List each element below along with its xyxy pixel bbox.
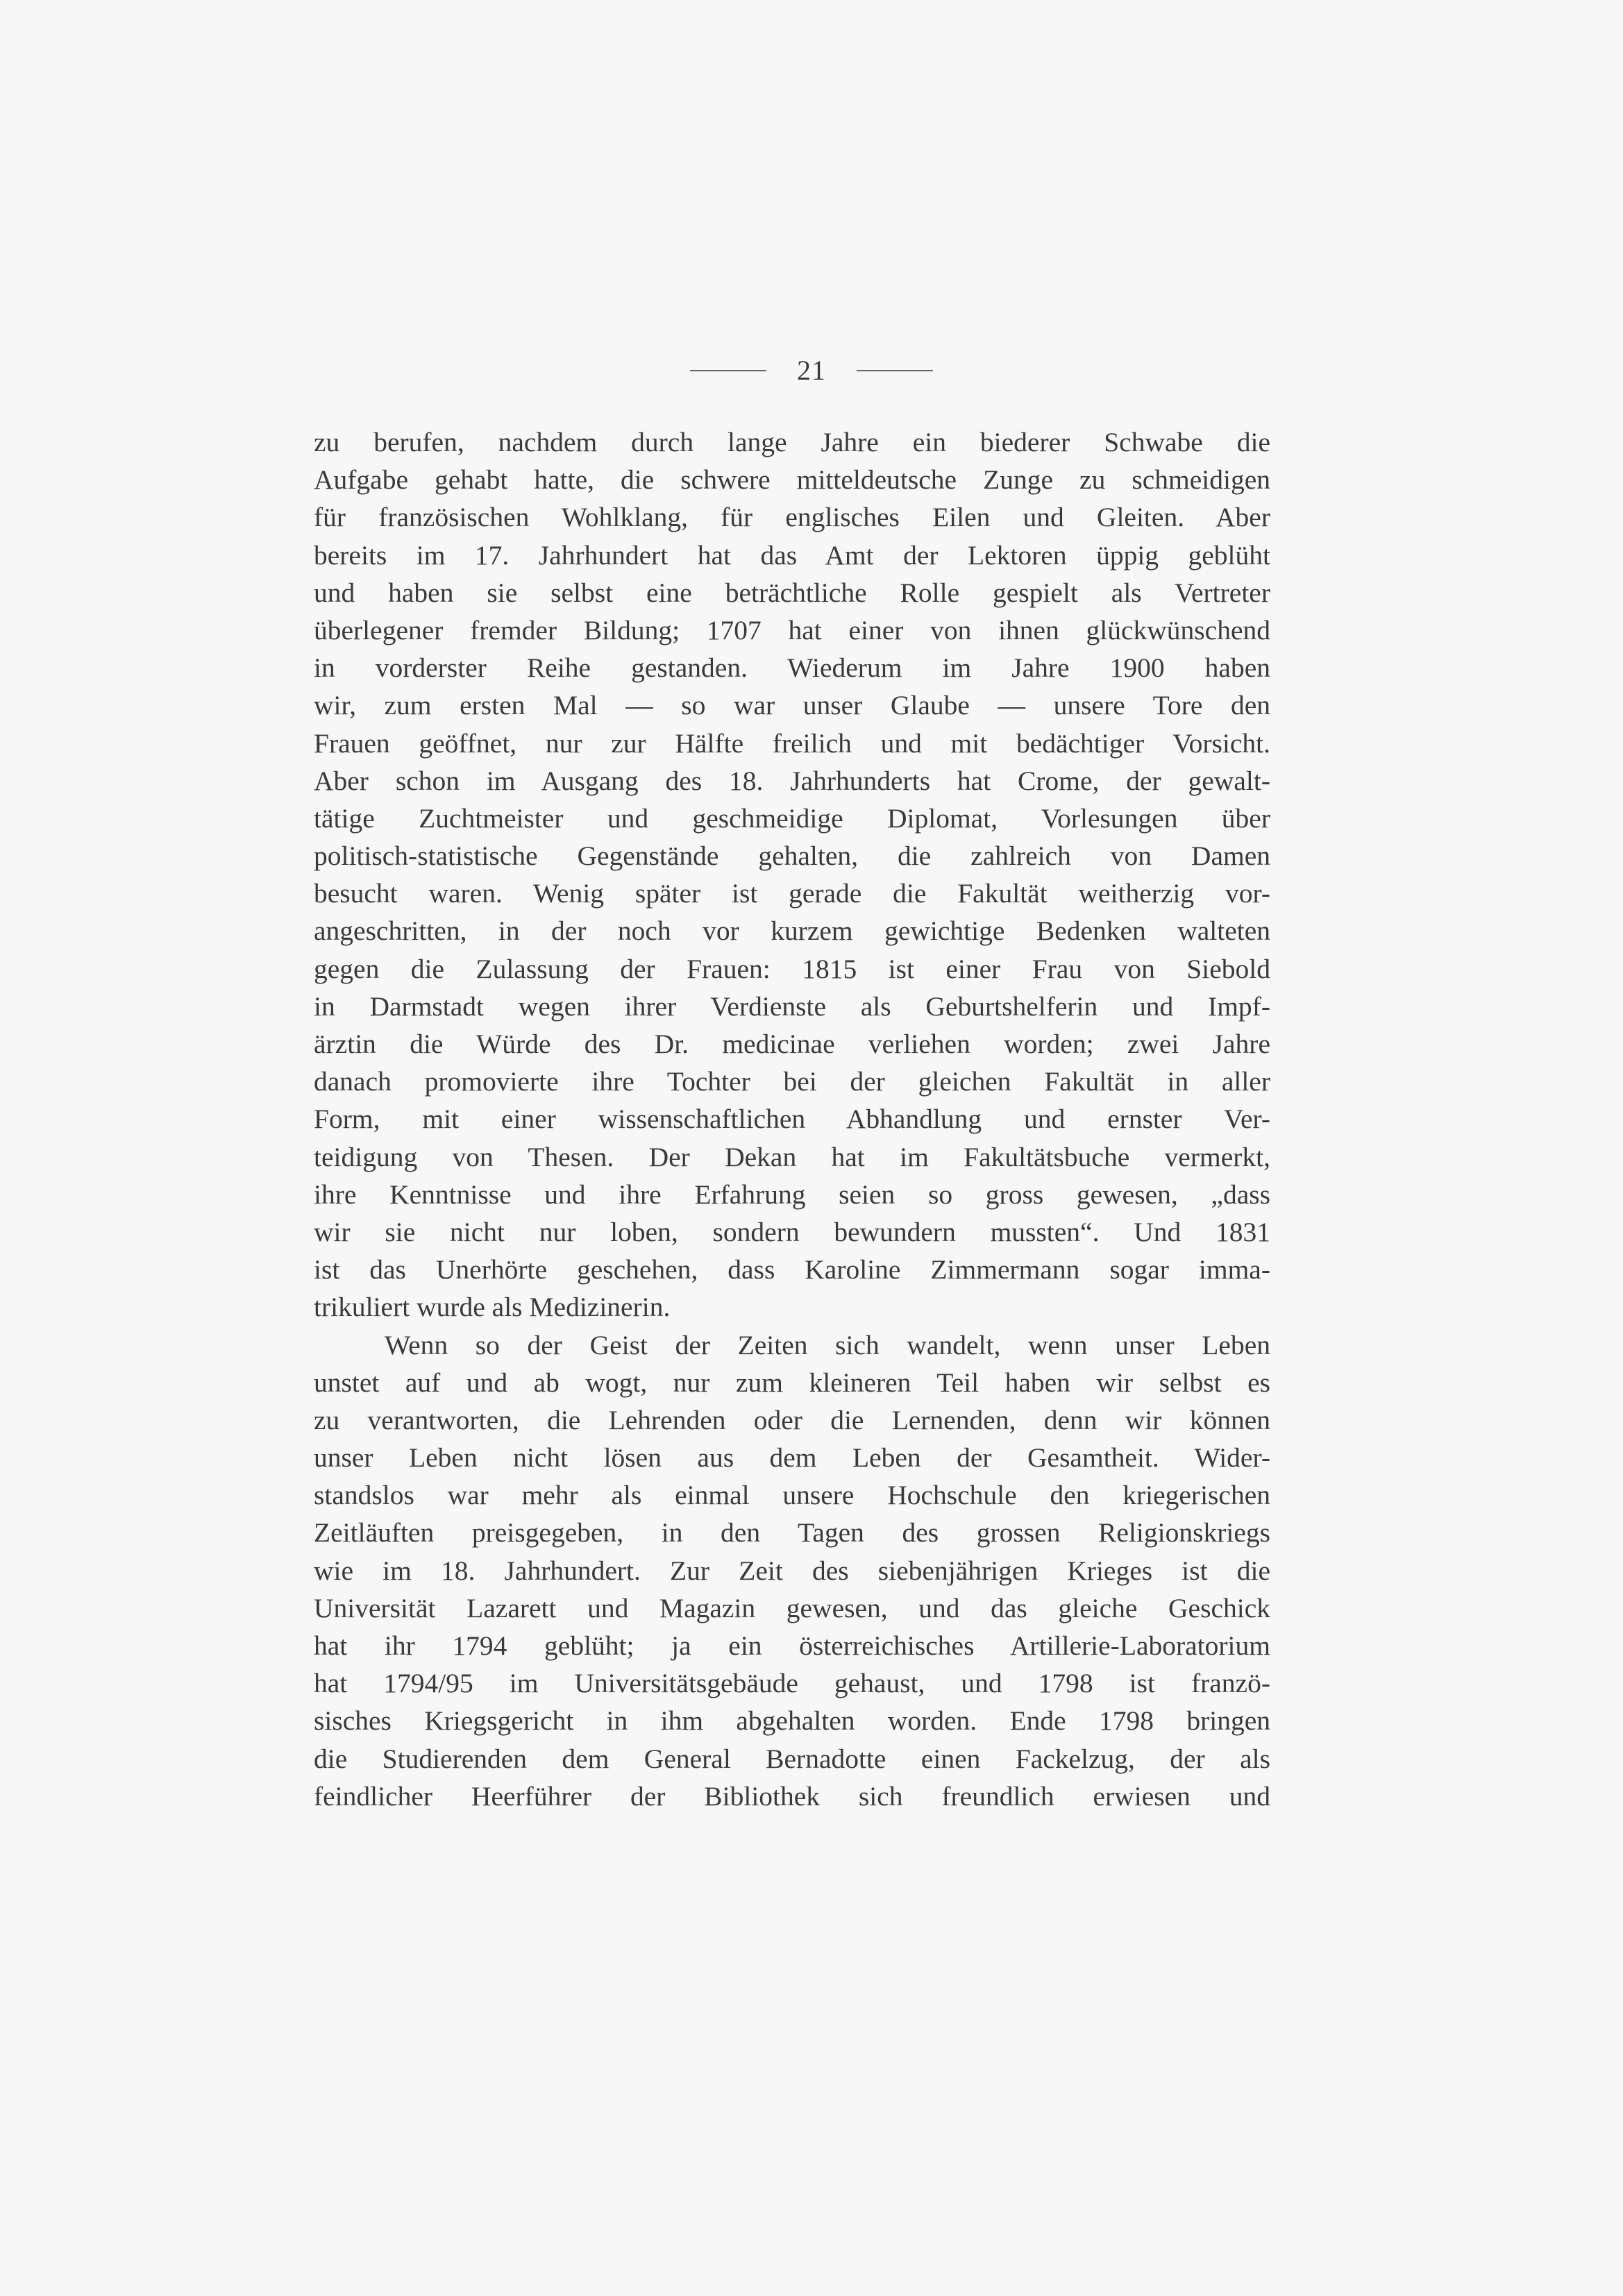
text-line: danach promovierte ihre Tochter bei der gleichen Fakultät in aller xyxy=(314,1066,1270,1097)
text-line: angeschritten, in der noch vor kurzem gewichtige Bedenken walteten xyxy=(314,915,1270,947)
text-line: in Darmstadt wegen ihrer Verdienste als Geburtshelferin und Impf- xyxy=(314,990,1270,1022)
text-line: Wenn so der Geist der Zeiten sich wandelt, wenn unser Leben xyxy=(385,1329,1270,1360)
header-dash-right xyxy=(857,370,933,371)
text-line: für französischen Wohlklang, für englisches Eilen und Gleiten. Aber xyxy=(314,502,1270,533)
text-line: teidigung von Thesen. Der Dekan hat im Fakultätsbuche vermerkt, xyxy=(314,1141,1270,1172)
text-line: in vorderster Reihe gestanden. Wiederum im Jahre 1900 haben xyxy=(314,652,1270,684)
text-line: besucht waren. Wenig später ist gerade die Fakultät weitherzig vor- xyxy=(314,878,1270,909)
text-line: Frauen geöffnet, nur zur Hälfte freilich und mit bedächtiger Vorsicht. xyxy=(314,727,1270,759)
text-line: hat 1794/95 im Universitätsgebäude gehaust, und 1798 ist franzö- xyxy=(314,1668,1270,1699)
text-line: gegen die Zulassung der Frauen: 1815 ist einer Frau von Siebold xyxy=(314,953,1270,984)
paragraph-2 xyxy=(314,1326,1270,1815)
text-line: ihre Kenntnisse und ihre Erfahrung seien so gross gewesen, „dass xyxy=(314,1179,1270,1210)
text-line: unser Leben nicht lösen aus dem Leben der Gesamtheit. Wider- xyxy=(314,1442,1270,1474)
page-number: 21 xyxy=(797,355,826,386)
text-line: feindlicher Heerführer der Bibliothek sich freundlich erwiesen und xyxy=(314,1780,1270,1812)
text-line: wir sie nicht nur loben, sondern bewundern mussten“. Und 1831 xyxy=(314,1216,1270,1247)
text-line: ärztin die Würde des Dr. medicinae verliehen worden; zwei Jahre xyxy=(314,1029,1270,1059)
text-line: zu berufen, nachdem durch lange Jahre ein biederer Schwabe die xyxy=(314,427,1270,457)
text-line: unstet auf und ab wogt, nur zum kleineren Teil haben wir selbst es xyxy=(314,1367,1270,1398)
text-line: sisches Kriegsgericht in ihm abgehalten worden. Ende 1798 bringen xyxy=(314,1705,1270,1737)
text-line: standslos war mehr als einmal unsere Hochschule den kriegerischen xyxy=(314,1480,1270,1511)
text-line: wie im 18. Jahrhundert. Zur Zeit des siebenjährigen Krieges ist die xyxy=(314,1555,1270,1586)
text-line: hat ihr 1794 geblüht; ja ein österreichisches Artillerie-Laboratorium xyxy=(314,1630,1270,1661)
text-line: überlegener fremder Bildung; 1707 hat einer von ihnen glückwünschend xyxy=(314,614,1270,645)
body-text xyxy=(314,423,1270,1815)
text-line: politisch-statistische Gegenstände gehalten, die zahlreich von Damen xyxy=(314,841,1270,872)
text-line: Universität Lazarett und Magazin gewesen, und das gleiche Geschick xyxy=(314,1592,1270,1623)
text-line: die Studierenden dem General Bernadotte einen Fackelzug, der als xyxy=(314,1743,1270,1774)
text-line: Form, mit einer wissenschaftlichen Abhandlung und ernster Ver- xyxy=(314,1104,1270,1135)
header-dash-left xyxy=(690,370,766,371)
text-line: zu verantworten, die Lehrenden oder die Lernenden, denn wir können xyxy=(314,1404,1270,1435)
text-line: ist das Unerhörte geschehen, dass Karoline Zimmermann sogar imma- xyxy=(314,1254,1270,1285)
text-line: und haben sie selbst eine beträchtliche Rolle gespielt als Vertreter xyxy=(314,577,1270,608)
text-line: Aufgabe gehabt hatte, die schwere mitteldeutsche Zunge zu schmeidigen xyxy=(314,464,1270,496)
text-line: trikuliert wurde als Medizinerin. xyxy=(314,1292,671,1323)
page-header xyxy=(0,354,1623,387)
text-line: wir, zum ersten Mal — so war unser Glaube — unsere Tore den xyxy=(314,690,1270,721)
text-line: Zeitläuften preisgegeben, in den Tagen des grossen Religionskriegs xyxy=(314,1517,1270,1548)
text-line: tätige Zuchtmeister und geschmeidige Diplomat, Vorlesungen über xyxy=(314,802,1270,834)
text-line: bereits im 17. Jahrhundert hat das Amt der Lektoren üppig geblüht xyxy=(314,539,1270,571)
paragraph-1 xyxy=(314,423,1270,1326)
text-line: Aber schon im Ausgang des 18. Jahrhunderts hat Crome, der gewalt- xyxy=(314,765,1270,796)
